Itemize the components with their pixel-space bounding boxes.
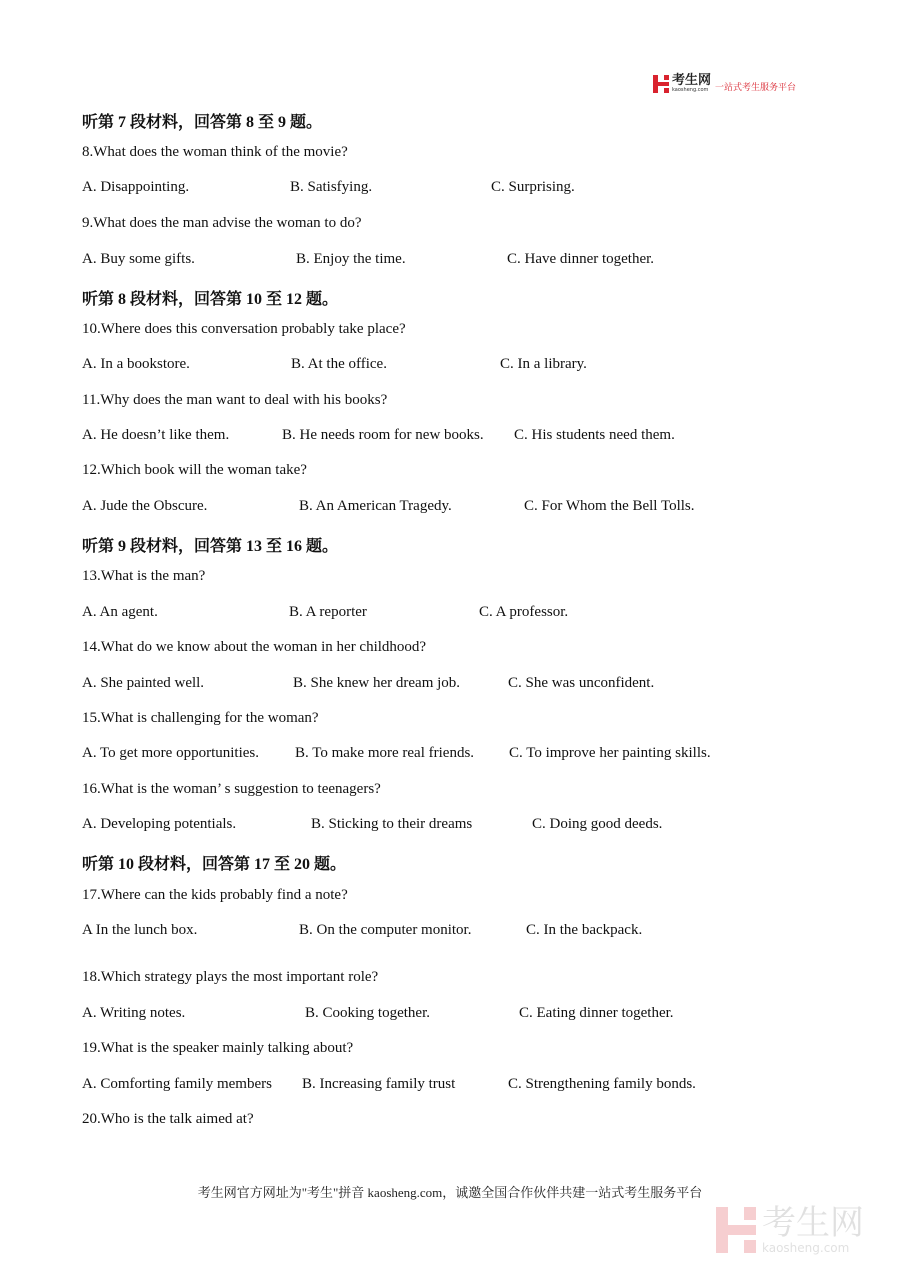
section-heading: 听第 7 段材料，回答第 8 至 9 题。 <box>82 114 323 131</box>
answer-option: B. Cooking together. <box>305 1005 430 1021</box>
answer-option: A. Writing notes. <box>82 1005 186 1021</box>
question-text: 10.Where does this conversation probably take place? <box>82 321 406 337</box>
site-logo <box>653 74 796 93</box>
answer-option: B. At the office. <box>291 356 387 372</box>
answer-option: B. On the computer monitor. <box>299 922 472 938</box>
section-heading: 听第 10 段材料，回答第 17 至 20 题。 <box>82 856 347 873</box>
question-text: 18.Which strategy plays the most important role? <box>82 969 379 985</box>
section-heading: 听第 9 段材料，回答第 13 至 16 题。 <box>82 538 339 555</box>
answer-option: A. An agent. <box>82 604 158 620</box>
answer-option: A. Buy some gifts. <box>82 251 195 267</box>
brand-url: kaosheng.com <box>672 87 709 93</box>
answer-option: A. He doesn’t like them. <box>82 427 230 443</box>
answer-option: C. A professor. <box>479 604 569 620</box>
answer-option: C. For Whom the Bell Tolls. <box>524 498 695 514</box>
answer-option: B. Increasing family trust <box>302 1076 456 1092</box>
answer-option: A. Developing potentials. <box>82 816 237 832</box>
answer-option: C. In the backpack. <box>526 922 643 938</box>
answer-option: C. Eating dinner together. <box>519 1005 674 1021</box>
answer-option: A. Disappointing. <box>82 179 190 195</box>
question-text: 19.What is the speaker mainly talking about? <box>82 1040 354 1056</box>
answer-option: B. A reporter <box>289 604 367 620</box>
watermark-url: kaosheng.com <box>762 1241 850 1255</box>
watermark-name: 考生网 <box>762 1203 864 1243</box>
brand-slogan: 一站式考生服务平台 <box>715 83 797 93</box>
answer-option: B. He needs room for new books. <box>282 427 484 443</box>
answer-option: A. She painted well. <box>82 675 205 691</box>
watermark-logo-icon <box>716 1207 756 1253</box>
brand-name: 考生网 <box>672 73 712 88</box>
answer-option: C. Strengthening family bonds. <box>508 1076 696 1092</box>
logo-mark-icon <box>653 75 669 93</box>
answer-option: C. Surprising. <box>491 179 575 195</box>
question-text: 8.What does the woman think of the movie? <box>82 144 348 160</box>
answer-option: B. She knew her dream job. <box>293 675 461 691</box>
question-text: 17.Where can the kids probably find a note? <box>82 887 348 903</box>
answer-option: C. In a library. <box>500 356 587 372</box>
question-text: 13.What is the man? <box>82 568 206 584</box>
answer-option: B. Enjoy the time. <box>296 251 406 267</box>
question-text: 15.What is challenging for the woman? <box>82 710 319 726</box>
question-text: 9.What does the man advise the woman to do? <box>82 215 362 231</box>
answer-option: C. His students need them. <box>514 427 675 443</box>
answer-option: C. To improve her painting skills. <box>509 745 711 761</box>
answer-option: B. Satisfying. <box>290 179 373 195</box>
answer-option: A In the lunch box. <box>82 922 198 938</box>
answer-option: C. Have dinner together. <box>507 251 655 267</box>
question-text: 14.What do we know about the woman in her childhood? <box>82 639 427 655</box>
answer-option: C. She was unconfident. <box>508 675 655 691</box>
answer-option: A. In a bookstore. <box>82 356 190 372</box>
answer-option: C. Doing good deeds. <box>532 816 663 832</box>
watermark <box>716 1203 864 1255</box>
answer-option: A. Jude the Obscure. <box>82 498 208 514</box>
answer-option: A. Comforting family members <box>82 1076 272 1092</box>
answer-option: A. To get more opportunities. <box>82 745 259 761</box>
question-text: 12.Which book will the woman take? <box>82 462 307 478</box>
question-text: 16.What is the woman’ s suggestion to teenagers? <box>82 781 381 797</box>
answer-option: B. An American Tragedy. <box>299 498 452 514</box>
section-heading: 听第 8 段材料，回答第 10 至 12 题。 <box>82 291 339 308</box>
question-text: 20.Who is the talk aimed at? <box>82 1111 254 1127</box>
page-footer: 考生网官方网址为"考生"拼音 kaosheng.com，诚邀全国合作伙伴共建一站式考生服务平台 <box>197 1185 703 1200</box>
answer-option: B. Sticking to their dreams <box>311 816 473 832</box>
answer-option: B. To make more real friends. <box>295 745 475 761</box>
question-text: 11.Why does the man want to deal with his books? <box>82 392 388 408</box>
